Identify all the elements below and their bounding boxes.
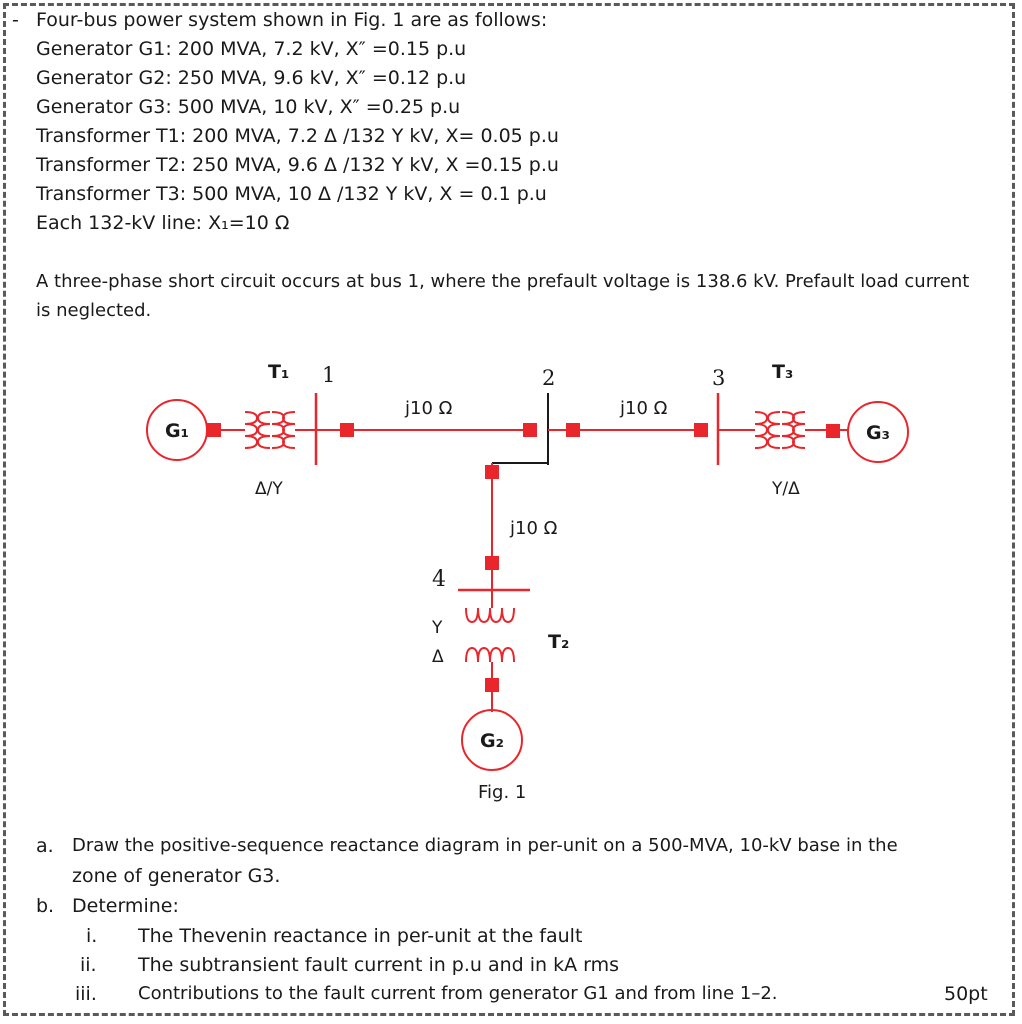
- t3-label: T₃: [772, 361, 794, 383]
- bus-2-number: 2: [542, 366, 556, 390]
- intro-text: Four-bus power system shown in Fig. 1 are as follows:: [36, 9, 548, 31]
- item-ii-marker: ii.: [80, 954, 97, 976]
- question-a-line-1: Draw the positive-sequence reactance diagram in per-unit on a 500-MVA, 10-kV base in the: [72, 835, 898, 856]
- figure-caption: Fig. 1: [478, 782, 527, 803]
- t2-connection-delta: Δ: [432, 647, 444, 667]
- breaker-g1: [207, 423, 221, 437]
- g2-label: G₂: [480, 730, 504, 752]
- breaker-line23-bus2: [566, 423, 580, 437]
- g1-label: G₁: [165, 420, 189, 442]
- line-12-label: j10 Ω: [405, 398, 453, 419]
- t2-connection-wye: Y: [432, 618, 443, 638]
- t2-label: T₂: [548, 631, 570, 653]
- scenario-line-2: is neglected.: [36, 300, 152, 321]
- item-iii-text: Contributions to the fault current from generator G1 and from line 1–2.: [138, 983, 778, 1004]
- question-b-marker: b.: [36, 895, 55, 917]
- item-i-marker: i.: [86, 925, 98, 947]
- transformer-t1-coils: [245, 412, 295, 448]
- spec-t2: Transformer T2: 250 MVA, 9.6 Δ /132 Y kV, X =0.15 p.u: [36, 154, 559, 176]
- item-ii-text: The subtransient fault current in p.u and in kA rms: [138, 954, 620, 976]
- points-value: 50pt: [944, 983, 988, 1005]
- item-iii-marker: iii.: [75, 983, 97, 1005]
- breaker-line24-bus4: [485, 556, 499, 570]
- item-i-text: The Thevenin reactance in per-unit at the fault: [138, 925, 583, 947]
- spec-t1: Transformer T1: 200 MVA, 7.2 Δ /132 Y kV, X= 0.05 p.u: [36, 125, 559, 147]
- g3-label: G₃: [866, 422, 890, 444]
- scenario-line-1: A three-phase short circuit occurs at bus 1, where the prefault voltage is 138.6 kV. Prefault load current: [36, 271, 970, 292]
- t3-connection: Y/Δ: [772, 479, 800, 499]
- breaker-g3: [826, 424, 840, 438]
- transformer-t2-coils: [466, 608, 514, 662]
- question-b-text: Determine:: [72, 895, 179, 917]
- transformer-t3-coils: [755, 412, 805, 448]
- breaker-line12-bus2: [523, 423, 537, 437]
- breaker-line12-bus1: [340, 423, 354, 437]
- question-a-line-2: zone of generator G3.: [72, 865, 281, 887]
- bus-4-number: 4: [432, 567, 446, 592]
- bus-1-number: 1: [322, 363, 336, 387]
- spec-g1: Generator G1: 200 MVA, 7.2 kV, X″ =0.15 p.u: [36, 38, 467, 60]
- spec-line: Each 132-kV line: X₁=10 Ω: [36, 212, 290, 234]
- spec-g3: Generator G3: 500 MVA, 10 kV, X″ =0.25 p.u: [36, 96, 461, 118]
- bus-3-number: 3: [712, 366, 726, 390]
- t1-connection: Δ/Y: [255, 479, 283, 499]
- breaker-g2: [485, 678, 499, 692]
- breaker-line24-bus2: [485, 465, 499, 479]
- line-24-label: j10 Ω: [510, 518, 558, 539]
- t1-label: T₁: [268, 361, 290, 383]
- question-a-marker: a.: [36, 835, 54, 857]
- line-23-label: j10 Ω: [620, 398, 668, 419]
- breaker-line23-bus3: [694, 423, 708, 437]
- bullet-dash: -: [12, 9, 19, 31]
- spec-g2: Generator G2: 250 MVA, 9.6 kV, X″ =0.12 p.u: [36, 67, 467, 89]
- spec-t3: Transformer T3: 500 MVA, 10 Δ /132 Y kV, X = 0.1 p.u: [36, 183, 547, 205]
